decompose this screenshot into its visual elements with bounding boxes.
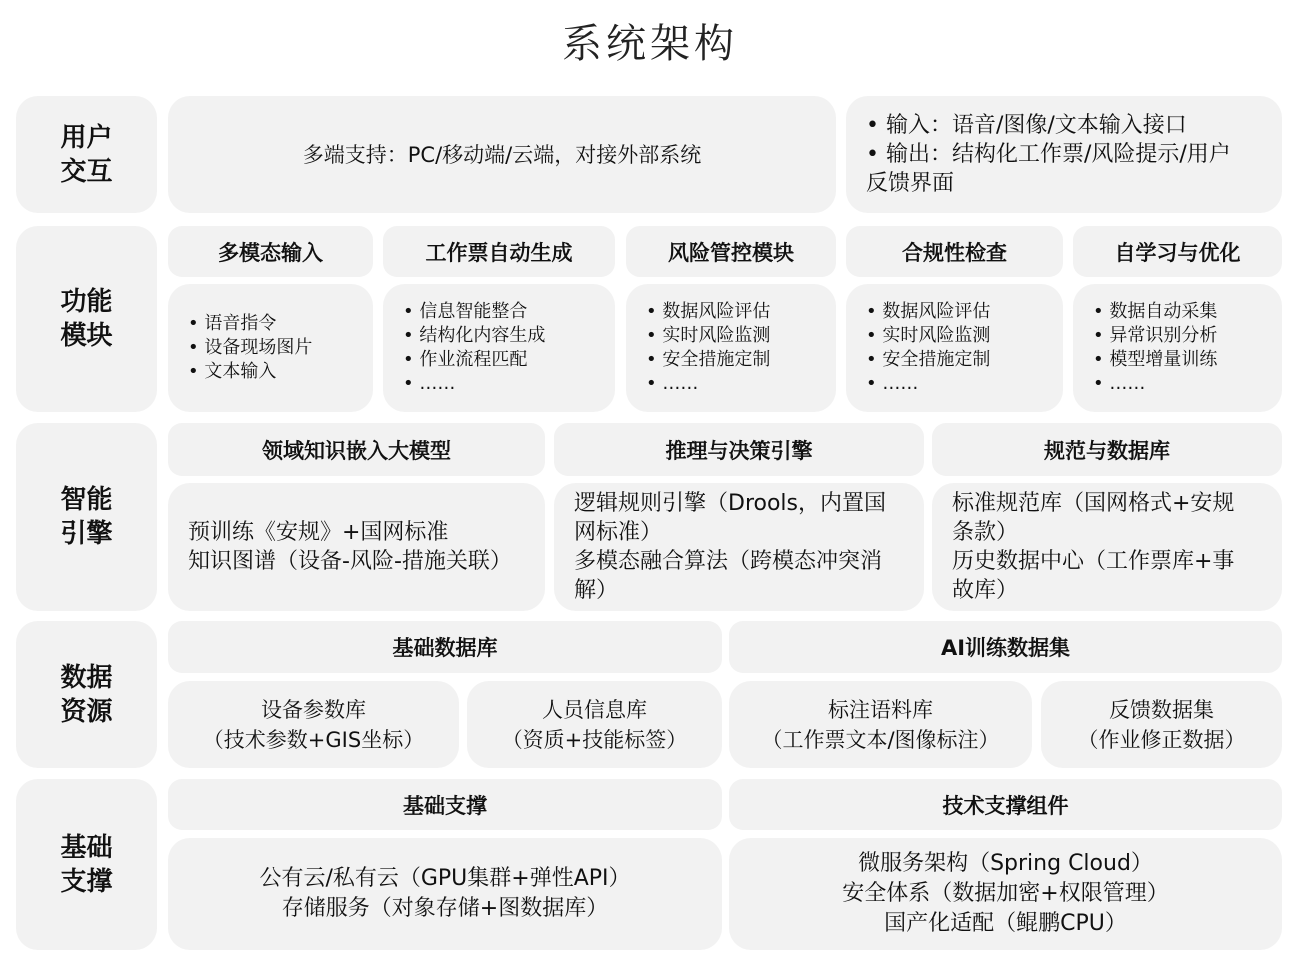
module-item: • 语音指令 (188, 312, 312, 336)
data-item-desc: （资质+技能标签） (501, 727, 688, 752)
data-item (1041, 681, 1282, 768)
data-item-name: 设备参数库 (261, 697, 366, 722)
io-input: • 输入：语音/图像/文本输入接口 (866, 111, 1252, 140)
module-header: 多模态输入 (168, 226, 373, 277)
engine-line: 标准规范库（国网格式+安规条款） (952, 491, 1235, 545)
data-group-header: 基础数据库 (168, 621, 722, 673)
module-item: • 安全措施定制 (646, 348, 770, 372)
module-items (383, 284, 615, 412)
module-item: • 数据自动采集 (1093, 300, 1217, 324)
module-item: • 设备现场图片 (188, 336, 312, 360)
infra-content (168, 838, 722, 950)
data-item-name: 反馈数据集 (1109, 697, 1214, 722)
data-item (729, 681, 1032, 768)
module-item: • 数据风险评估 (866, 300, 990, 324)
data-item-name: 标注语料库 (827, 697, 933, 722)
engine-header: 领域知识嵌入大模型 (168, 423, 545, 476)
infra-line: 国产化适配（鲲鹏CPU） (884, 911, 1127, 936)
module-item: • 模型增量训练 (1093, 348, 1217, 372)
data-item-desc: （作业修正数据） (1077, 727, 1246, 752)
module-item: • …… (403, 372, 545, 396)
engine-line: 历史数据中心（工作票库+事故库） (952, 549, 1235, 603)
engine-header: 推理与决策引擎 (554, 423, 924, 476)
layer-label-infra: 基础 支撑 (16, 779, 157, 950)
module-item: • 实时风险监测 (646, 324, 770, 348)
engine-line: 预训练《安规》+国网标准 (188, 520, 449, 545)
module-item: • 实时风险监测 (866, 324, 990, 348)
module-item: • …… (866, 372, 990, 396)
module-item: • 信息智能整合 (403, 300, 545, 324)
multi-platform-box: 多端支持：PC/移动端/云端，对接外部系统 (168, 96, 836, 213)
engine-line: 知识图谱（设备-风险-措施关联） (188, 549, 512, 574)
infra-header: 基础支撑 (168, 779, 722, 830)
data-item (467, 681, 722, 768)
io-output: • 输出：结构化工作票/风险提示/用户反馈界面 (866, 140, 1252, 198)
module-item: • …… (646, 372, 770, 396)
module-item: • 数据风险评估 (646, 300, 770, 324)
module-header: 工作票自动生成 (383, 226, 615, 277)
layer-label-data: 数据 资源 (16, 621, 157, 768)
engine-line: 多模态融合算法（跨模态冲突消解） (574, 549, 883, 603)
module-items (1073, 284, 1282, 412)
module-item: • 作业流程匹配 (403, 348, 545, 372)
data-item-desc: （工作票文本/图像标注） (761, 727, 1000, 752)
layer-label-user: 用户 交互 (16, 96, 157, 213)
io-box (846, 96, 1282, 213)
infra-content (729, 838, 1282, 950)
module-item: • 异常识别分析 (1093, 324, 1217, 348)
module-item: • 文本输入 (188, 360, 312, 384)
data-item (168, 681, 459, 768)
module-item: • …… (1093, 372, 1217, 396)
module-header: 风险管控模块 (626, 226, 836, 277)
infra-line: 安全体系（数据加密+权限管理） (842, 881, 1169, 906)
infra-line: 公有云/私有云（GPU集群+弹性API） (259, 866, 631, 891)
engine-line: 逻辑规则引擎（Drools，内置国网标准） (574, 491, 886, 545)
layer-label-engine: 智能 引擎 (16, 423, 157, 611)
data-group-header: AI训练数据集 (729, 621, 1282, 673)
infra-header: 技术支撑组件 (729, 779, 1282, 830)
module-items (168, 284, 373, 412)
infra-line: 微服务架构（Spring Cloud） (858, 851, 1153, 876)
engine-header: 规范与数据库 (932, 423, 1282, 476)
module-items (626, 284, 836, 412)
data-item-name: 人员信息库 (541, 697, 647, 722)
data-item-desc: （技术参数+GIS坐标） (202, 727, 425, 752)
infra-line: 存储服务（对象存储+图数据库） (281, 896, 609, 921)
module-item: • 结构化内容生成 (403, 324, 545, 348)
engine-content (932, 483, 1282, 611)
module-header: 合规性检查 (846, 226, 1063, 277)
module-items (846, 284, 1063, 412)
module-item: • 安全措施定制 (866, 348, 990, 372)
layer-label-function: 功能 模块 (16, 226, 157, 412)
engine-content (168, 483, 545, 611)
engine-content (554, 483, 924, 611)
module-header: 自学习与优化 (1073, 226, 1282, 277)
diagram-title: 系统架构 (562, 21, 738, 67)
